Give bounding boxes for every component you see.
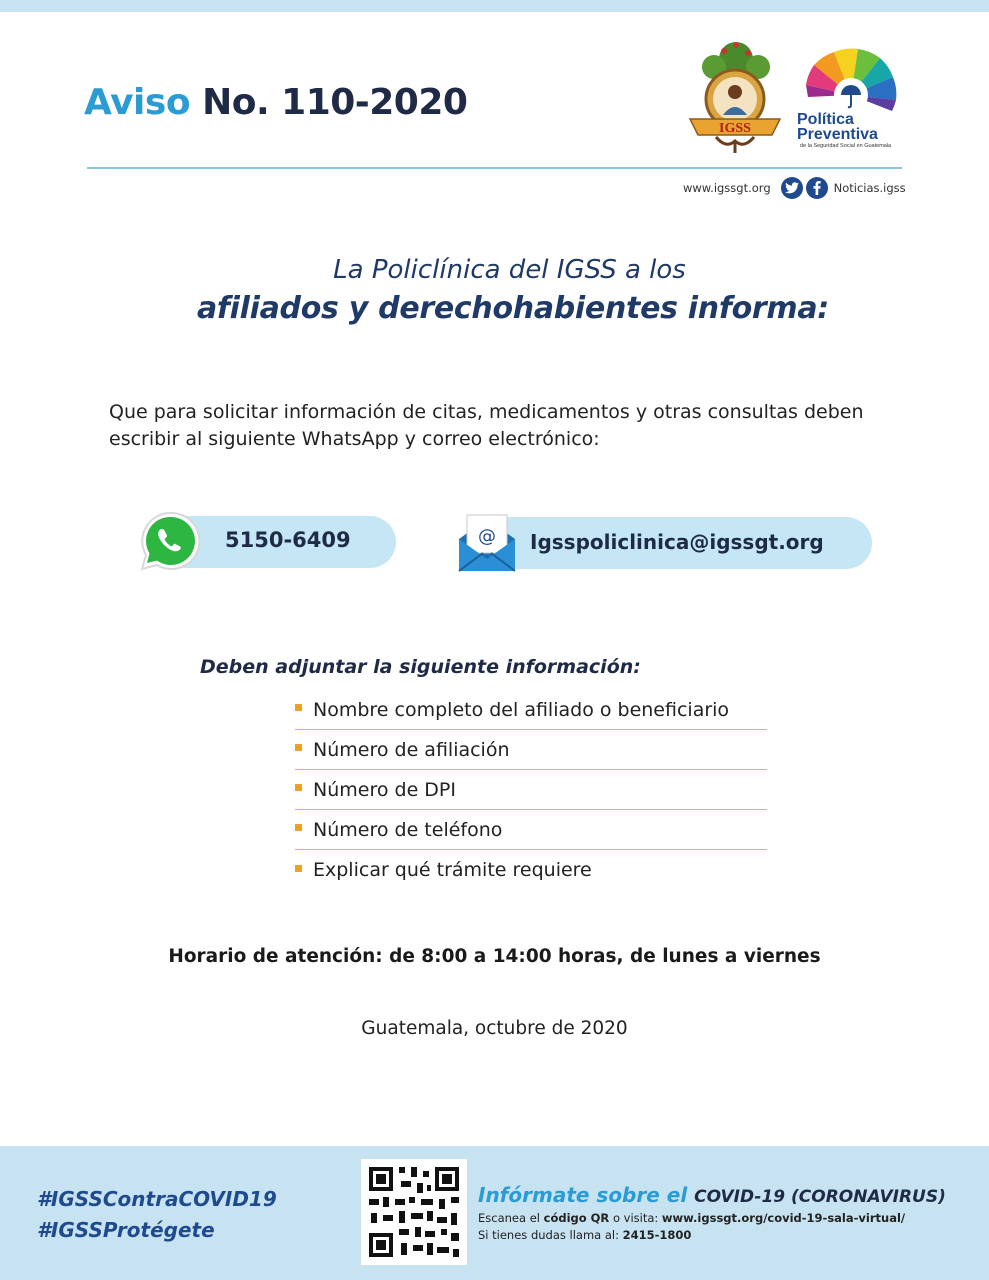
list-item bbox=[295, 730, 767, 770]
intro-strong-line: afiliados y derechohabientes informa: bbox=[196, 291, 830, 326]
scan-bold: código QR bbox=[543, 1211, 610, 1225]
list-item bbox=[295, 690, 767, 730]
pp-line2: Preventiva bbox=[797, 126, 878, 143]
info-topic: COVID-19 (CORONAVIRUS) bbox=[694, 1187, 946, 1207]
pp-subtitle: de la Seguridad Social en Guatemala bbox=[800, 143, 892, 149]
whatsapp-icon bbox=[138, 509, 202, 573]
list-item bbox=[295, 850, 767, 890]
facebook-icon[interactable] bbox=[806, 177, 828, 199]
header-divider bbox=[87, 167, 902, 169]
bullet-icon bbox=[295, 744, 302, 751]
instructions-paragraph: Que para solicitar información de citas, medicamentos y otras consultas deben escribir al siguiente WhatsApp y correo electrónico: bbox=[109, 401, 864, 450]
scan-prefix: Escanea el bbox=[478, 1211, 540, 1225]
scan-url[interactable]: www.igssgt.org/covid-19-sala-virtual/ bbox=[661, 1211, 906, 1225]
list-item-text: Número de afiliación bbox=[313, 738, 510, 761]
notice-number: No. 110-2020 bbox=[202, 82, 468, 123]
hashtag-contra-covid: #IGSSContraCOVID19 bbox=[37, 1187, 277, 1211]
scan-mid: o visita: bbox=[612, 1211, 659, 1225]
bullet-icon bbox=[295, 784, 302, 791]
doubts-phone[interactable]: 2415-1800 bbox=[622, 1228, 692, 1242]
pp-line1: Política bbox=[797, 111, 854, 128]
doubts-line bbox=[478, 1228, 691, 1242]
qr-code[interactable] bbox=[361, 1159, 467, 1265]
notice-title bbox=[84, 82, 467, 123]
list-item-text: Número de teléfono bbox=[313, 818, 503, 841]
igss-logo-text: IGSS bbox=[719, 121, 751, 136]
list-item-text: Explicar qué trámite requiere bbox=[313, 859, 592, 881]
top-color-strip bbox=[0, 0, 989, 12]
list-item bbox=[295, 770, 767, 810]
bullet-icon bbox=[295, 865, 302, 872]
requirements-title: Deben adjuntar la siguiente información: bbox=[200, 656, 641, 678]
igss-logo bbox=[686, 37, 784, 157]
svg-text:@: @ bbox=[478, 526, 496, 547]
envelope-icon bbox=[455, 509, 519, 575]
social-links bbox=[683, 176, 906, 200]
list-item-text: Nombre completo del afiliado o beneficiario bbox=[313, 698, 730, 721]
email-address[interactable]: Igsspoliclinica@igssgt.org bbox=[530, 530, 824, 554]
list-item-text: Número de DPI bbox=[313, 778, 456, 801]
whatsapp-number[interactable]: 5150-6409 bbox=[225, 528, 351, 552]
doubts-prefix: Si tienes dudas llama al: bbox=[478, 1228, 619, 1242]
office-hours: Horario de atención: de 8:00 a 14:00 horas, de lunes a viernes bbox=[168, 946, 821, 967]
bullet-icon bbox=[295, 704, 302, 711]
politica-preventiva-name bbox=[797, 112, 878, 142]
qr-code-icon bbox=[361, 1159, 467, 1265]
social-handle[interactable]: Noticias.igss bbox=[833, 181, 906, 195]
notice-title-lead: Aviso bbox=[84, 82, 191, 123]
dateline: Guatemala, octubre de 2020 bbox=[361, 1018, 628, 1039]
info-heading bbox=[478, 1183, 946, 1207]
website-link[interactable]: www.igssgt.org bbox=[683, 181, 771, 195]
scan-line bbox=[478, 1211, 905, 1225]
requirements-list bbox=[295, 690, 767, 890]
info-lead: Infórmate sobre el bbox=[478, 1183, 688, 1207]
list-item bbox=[295, 810, 767, 850]
twitter-icon[interactable] bbox=[781, 177, 803, 199]
intro-line: La Policlínica del IGSS a los bbox=[333, 255, 686, 285]
bullet-icon bbox=[295, 824, 302, 831]
hashtag-protegete: #IGSSProtégete bbox=[37, 1218, 215, 1242]
